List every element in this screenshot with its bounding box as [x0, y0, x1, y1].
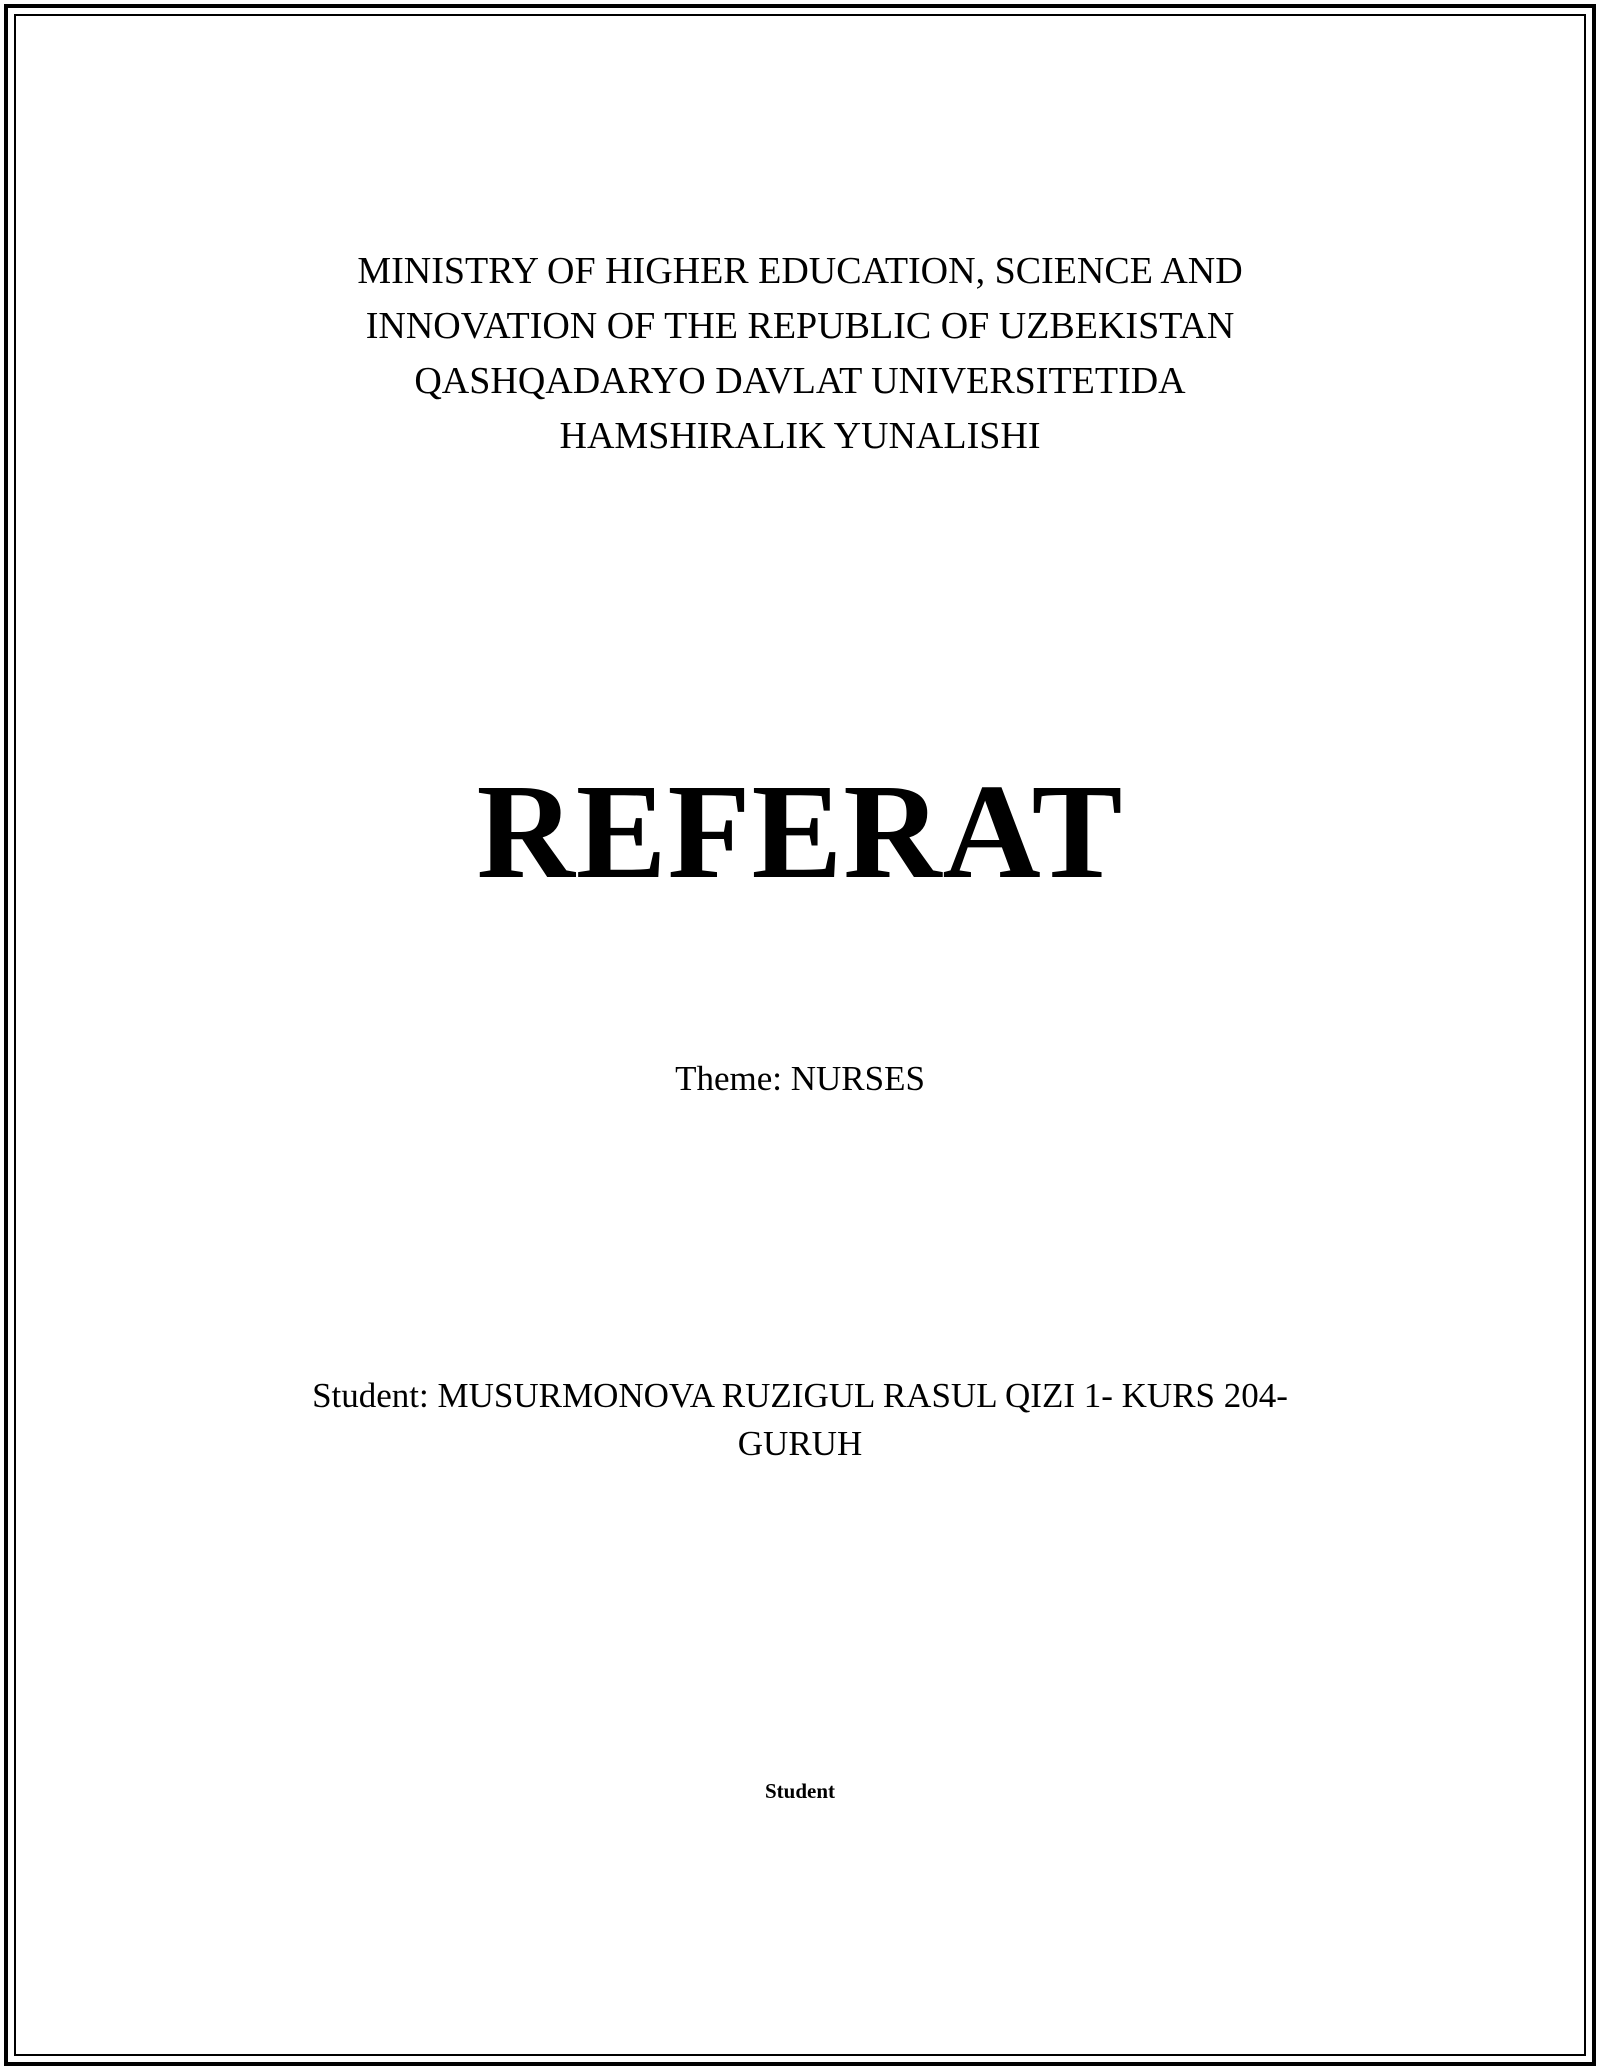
university-line: QASHQADARYO DAVLAT UNIVERSITETIDA: [414, 360, 1186, 402]
document-title: REFERAT: [476, 757, 1124, 907]
student-footer-label: Student: [764, 1779, 836, 1803]
student-name-line: Student: MUSURMONOVA RUZIGUL RASUL QIZI 1- KURS 204-: [312, 1376, 1288, 1415]
student-group-line: GURUH: [737, 1424, 863, 1463]
theme-line: Theme: NURSES: [675, 1059, 925, 1098]
department-line: HAMSHIRALIK YUNALISHI: [559, 415, 1041, 457]
student-info: [0, 1372, 1600, 1468]
ministry-line: INNOVATION OF THE REPUBLIC OF UZBEKISTAN: [365, 305, 1235, 347]
ministry-line: MINISTRY OF HIGHER EDUCATION, SCIENCE AND: [357, 250, 1243, 292]
ministry-header: [0, 244, 1600, 464]
